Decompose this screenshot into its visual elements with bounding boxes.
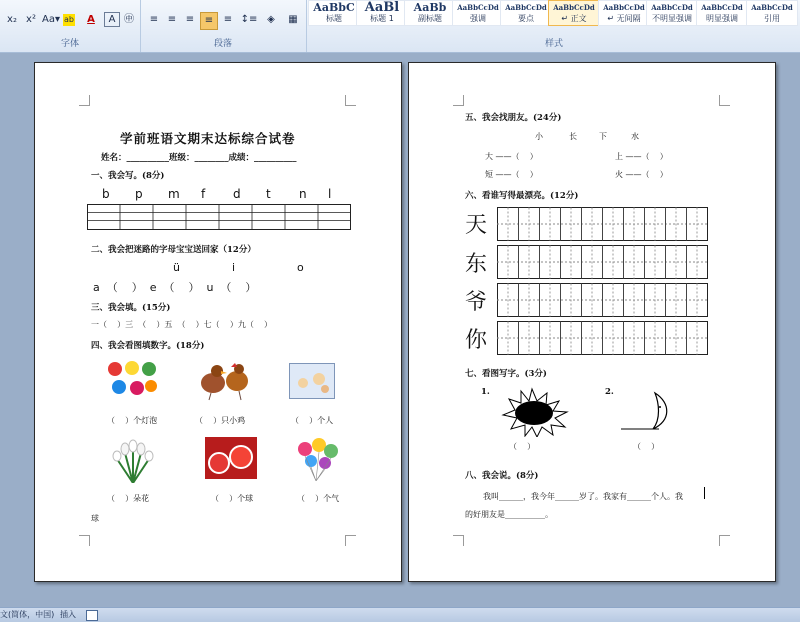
margin-mark: [345, 535, 356, 546]
match-row: 大 ——（ ）: [485, 152, 538, 161]
page-2[interactable]: [408, 62, 776, 582]
borders-icon[interactable]: ▦: [288, 14, 298, 25]
chicks-image: [195, 361, 255, 401]
letter: f: [201, 187, 206, 201]
picture-2-label: 2.: [605, 387, 614, 397]
flowers-image: [105, 439, 161, 483]
letter: n: [299, 187, 307, 201]
caption: （ ）只小鸡: [195, 416, 246, 425]
section-7-heading: 七、看图写字。(3分): [465, 369, 547, 379]
superscript-button[interactable]: x²: [26, 14, 36, 25]
insert-mode-status[interactable]: 插入: [60, 610, 76, 619]
writing-grids: [497, 207, 709, 359]
styles-group-label: 样式: [544, 39, 563, 49]
letter: t: [266, 187, 271, 201]
page-1[interactable]: [34, 62, 402, 582]
subscript-button[interactable]: x₂: [7, 14, 17, 25]
paragraph-group-label: 段落: [213, 39, 232, 49]
model-char: 东: [465, 252, 488, 277]
font-group-label: 字体: [60, 39, 79, 49]
styles-gallery: [308, 0, 800, 36]
language-status[interactable]: 文(简体，中国): [0, 610, 55, 619]
self-intro-line-1[interactable]: 我叫______，我今年______岁了。我家有______个人。我: [483, 492, 683, 501]
caption-wrap: 球: [91, 514, 99, 523]
caption: （ ）个灯泡: [107, 416, 158, 425]
match-word: 长: [569, 132, 577, 141]
margin-mark: [79, 95, 90, 106]
balloons-image: [293, 437, 339, 481]
paragraph-group: [140, 0, 307, 52]
moon-image: [615, 389, 677, 433]
style-emphasis[interactable]: AaBbCcDd 强调: [452, 0, 504, 26]
text-cursor: [704, 487, 705, 499]
align-left-icon[interactable]: ≡: [149, 14, 159, 25]
balls-image: [205, 437, 257, 479]
style-title[interactable]: AaBbC 标题: [308, 0, 360, 26]
align-center-icon[interactable]: ≡: [167, 14, 177, 25]
margin-mark: [79, 535, 90, 546]
style-strong[interactable]: AaBbCcDd 要点: [500, 0, 552, 26]
section-4-heading: 四、我会看图填数字。(18分): [91, 341, 205, 351]
section-3-heading: 三、我会填。(15分): [91, 303, 171, 313]
section-5-heading: 五、我会找朋友。(24分): [465, 113, 562, 123]
shading-icon[interactable]: ◈: [267, 14, 275, 25]
font-color-icon[interactable]: A: [87, 14, 95, 25]
match-word: 小: [535, 132, 543, 141]
section-2-heading: 二、我会把迷路的字母宝宝送回家（12分）: [91, 245, 256, 255]
status-bar: [0, 607, 800, 622]
people-image: [289, 363, 335, 399]
caption: （ ）个球: [211, 494, 254, 503]
margin-mark: [719, 535, 730, 546]
align-right-icon[interactable]: ≡: [185, 14, 195, 25]
style-heading1[interactable]: AaBl 标题 1: [356, 0, 408, 26]
section-8-heading: 八、我会说。(8分): [465, 471, 539, 481]
picture-1-label: 1.: [481, 387, 490, 397]
justify-icon[interactable]: ≡: [200, 12, 218, 30]
info-line: 姓名：__________班级：________成绩：__________: [101, 153, 297, 163]
match-row: 上 ——（ ）: [615, 152, 668, 161]
line-spacing-icon[interactable]: ↕≡: [240, 14, 258, 25]
sun-image: [487, 387, 577, 437]
style-quote[interactable]: AaBbCcDd 引用: [746, 0, 798, 26]
page-title: 学前班语文期末达标综合试卷: [120, 131, 296, 146]
vowel-u: ü: [173, 261, 180, 274]
char-border-icon[interactable]: A: [104, 12, 120, 27]
letter: b: [102, 187, 110, 201]
writing-grid: [87, 204, 351, 230]
margin-mark: [719, 95, 730, 106]
match-word: 水: [631, 132, 639, 141]
style-normal[interactable]: AaBbCcDd ↵ 正文: [548, 0, 600, 26]
letter: m: [168, 187, 180, 201]
letter: d: [233, 187, 241, 201]
vowel-blanks: a （ ） e （ ） u （ ）: [93, 281, 257, 294]
style-subtitle[interactable]: AaBb 副标题: [404, 0, 456, 26]
match-row: 火 ——（ ）: [615, 170, 668, 179]
margin-mark: [453, 535, 464, 546]
macro-record-icon[interactable]: [86, 610, 98, 621]
style-subtle-emphasis[interactable]: AaBbCcDd 不明显强调: [646, 0, 698, 26]
number-blanks: 一（ ）三 （ ）五 （ ）七（ ）九（ ）: [91, 320, 273, 329]
picture-1-blank: （ ）: [509, 442, 536, 451]
section-6-heading: 六、看谁写得最漂亮。(12分): [465, 191, 579, 201]
change-case-button[interactable]: Aa▾: [42, 14, 60, 25]
match-row: 短 ——（ ）: [485, 170, 538, 179]
letter: p: [135, 187, 143, 201]
enclose-char-icon[interactable]: ㊥: [124, 14, 134, 25]
model-char: 天: [465, 213, 488, 238]
vowel-o: o: [297, 261, 304, 274]
match-word: 下: [599, 132, 607, 141]
highlight-icon[interactable]: ab: [64, 15, 74, 24]
style-intense-emphasis[interactable]: AaBbCcDd 明显强调: [696, 0, 748, 26]
font-group: [0, 0, 141, 52]
caption: （ ）个人: [291, 416, 334, 425]
margin-mark: [453, 95, 464, 106]
ribbon: [0, 0, 800, 53]
style-no-spacing[interactable]: AaBbCcDd ↵ 无间隔: [598, 0, 650, 26]
caption: （ ）个气: [297, 494, 340, 503]
picture-2-blank: （ ）: [633, 442, 660, 451]
letter: l: [328, 187, 332, 201]
section-1-heading: 一、我会写。(8分): [91, 171, 165, 181]
lightbulbs-image: [105, 359, 161, 401]
distribute-icon[interactable]: ≡: [223, 14, 233, 25]
model-char: 你: [465, 328, 488, 353]
margin-mark: [345, 95, 356, 106]
model-char: 爷: [465, 290, 488, 315]
self-intro-line-2[interactable]: 的好朋友是__________。: [465, 510, 553, 519]
vowel-i: i: [232, 261, 236, 274]
caption: （ ）朵花: [107, 494, 150, 503]
